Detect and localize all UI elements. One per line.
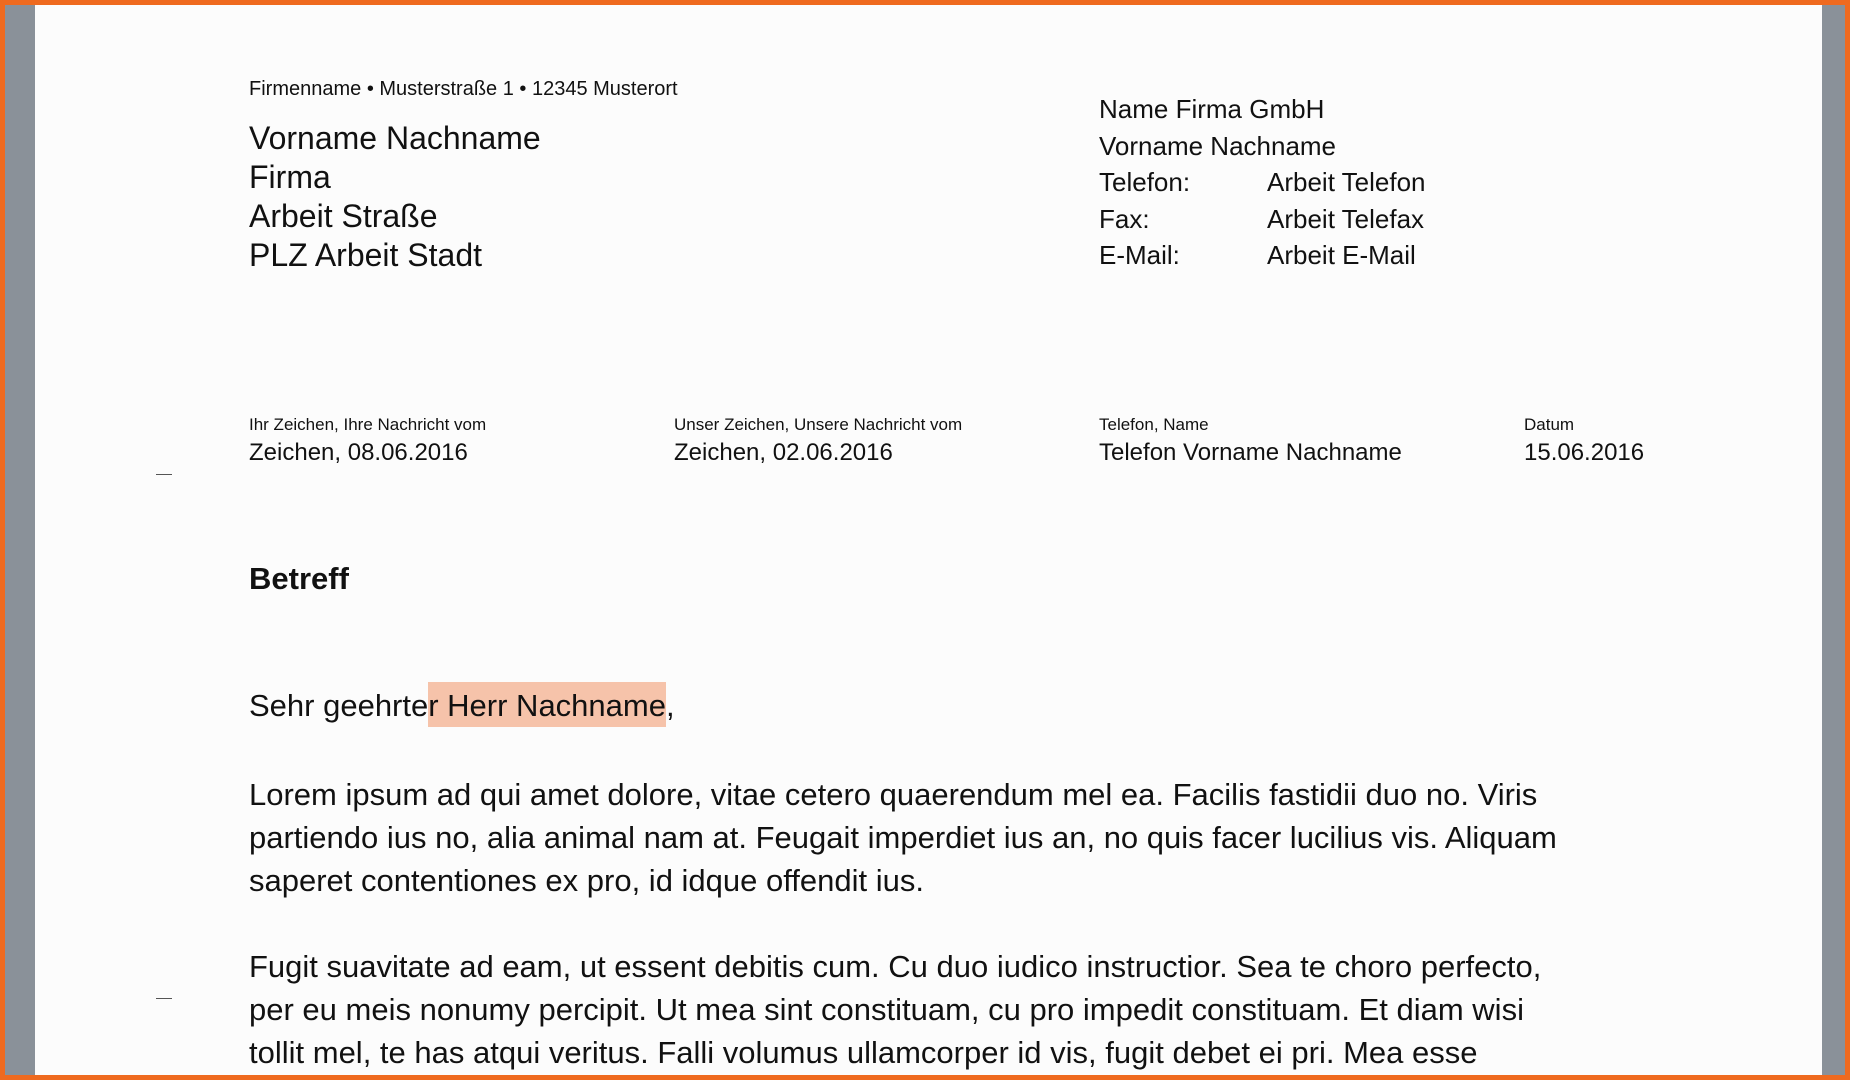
contact-company	[1099, 91, 1426, 128]
body-paragraph-2	[249, 945, 1669, 1074]
paragraph-line: per eu meis nonumy percipit. Ut mea sint constituam, cu pro impedit constituam. Et diam wisi	[249, 992, 1524, 1027]
contact-fax-row	[1099, 201, 1426, 238]
paragraph-line: saperet contentiones ex pro, id idque offendit ius.	[249, 863, 924, 898]
recipient-city: PLZ Arbeit Stadt	[249, 237, 483, 273]
contact-email-row	[1099, 237, 1426, 274]
ref-your-reference-value: Zeichen, 08.06.2016	[249, 439, 468, 466]
contact-email-label: E-Mail:	[1099, 240, 1180, 270]
ref-phone-name-caption: Telefon, Name	[1099, 415, 1209, 434]
ref-our-reference-caption: Unser Zeichen, Unsere Nachricht vom	[674, 415, 963, 434]
ref-our-reference-value: Zeichen, 02.06.2016	[674, 439, 893, 466]
ref-date	[1524, 415, 1644, 467]
contact-fax-value: Arbeit Telefax	[1267, 203, 1425, 234]
contact-person-text: Vorname Nachname	[1099, 130, 1337, 161]
recipient-address-block	[249, 119, 541, 275]
fold-mark-middle	[156, 998, 172, 999]
ref-date-caption: Datum	[1524, 415, 1575, 434]
letter-salutation	[249, 688, 675, 724]
contact-phone-value: Arbeit Telefon	[1267, 167, 1426, 197]
body-paragraph-1	[249, 773, 1669, 902]
contact-phone-label: Telefon:	[1099, 167, 1191, 197]
document-viewer-background	[5, 5, 1845, 1075]
contact-person	[1099, 128, 1426, 165]
ref-your-reference-caption: Ihr Zeichen, Ihre Nachricht vom	[249, 415, 487, 434]
contact-fax-label: Fax:	[1099, 203, 1150, 234]
ref-your-reference	[249, 415, 486, 467]
recipient-company: Firma	[249, 159, 331, 195]
contact-company-text: Name Firma GmbH	[1099, 94, 1325, 124]
ref-date-value: 15.06.2016	[1524, 439, 1645, 466]
salutation-highlighted-field[interactable]: r Herr Nachname	[428, 682, 666, 727]
paragraph-line: Lorem ipsum ad qui amet dolore, vitae cetero quaerendum mel ea. Facilis fastidii duo no. Viris	[249, 777, 1538, 812]
fold-mark-top	[156, 474, 172, 475]
paragraph-line: tollit mel, te has atqui veritus. Falli volumus ullamcorper id vis, fugit debet ei pri. Mea esse	[249, 1035, 1478, 1070]
recipient-street: Arbeit Straße	[249, 198, 438, 234]
paragraph-line: Fugit suavitate ad eam, ut essent debitis cum. Cu duo iudico instructior. Sea te choro perfecto,	[249, 949, 1542, 984]
recipient-name: Vorname Nachname	[249, 120, 541, 156]
salutation-prefix: Sehr geehrte	[249, 688, 429, 723]
sender-contact-block	[1099, 91, 1426, 274]
letter-page	[35, 5, 1822, 1075]
ref-our-reference	[674, 415, 962, 467]
letter-subject: Betreff	[249, 561, 349, 596]
paragraph-line: partiendo ius no, alia animal nam at. Feugait imperdiet ius an, no quis facer lucilius vis. Aliquam	[249, 820, 1557, 855]
contact-phone-row	[1099, 164, 1426, 201]
ref-phone-name-value: Telefon Vorname Nachname	[1099, 439, 1402, 466]
salutation-suffix: ,	[665, 688, 675, 723]
sender-return-address: Firmenname • Musterstraße 1 • 12345 Musterort	[249, 78, 678, 100]
contact-email-value: Arbeit E-Mail	[1267, 240, 1416, 270]
ref-phone-name	[1099, 415, 1402, 467]
